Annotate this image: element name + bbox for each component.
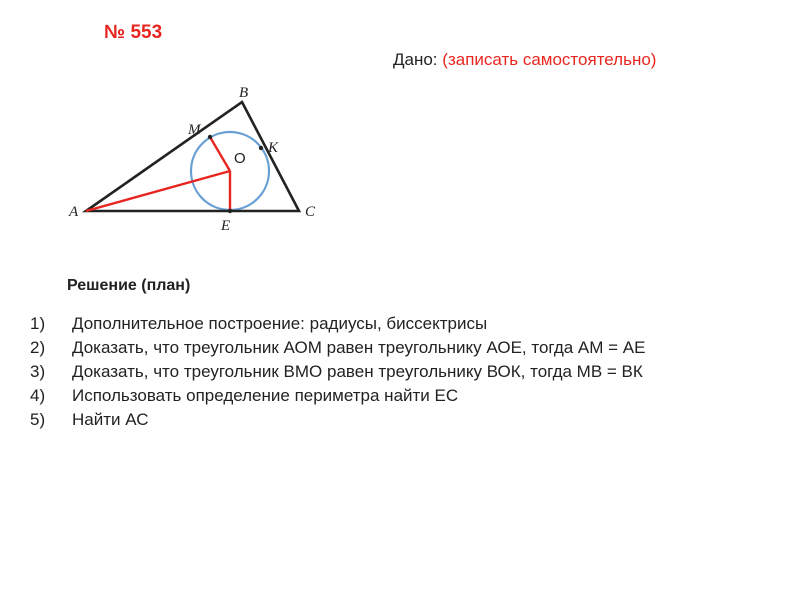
given-note: (записать самостоятельно) [442, 50, 657, 69]
label-a: A [69, 204, 79, 220]
plan-step-text: Использовать определение периметра найти ЕС [72, 386, 459, 405]
plan-step [30, 408, 645, 432]
bisector-ao [86, 171, 230, 211]
label-o: O [234, 150, 246, 167]
label-c: C [305, 204, 316, 220]
plan-step [30, 336, 645, 360]
plan-step [30, 384, 645, 408]
label-m: M [188, 122, 201, 138]
plan-step-number: 2) [30, 338, 46, 357]
plan-step-number: 1) [30, 314, 46, 333]
solution-title: Решение (план) [67, 277, 191, 294]
plan-step [30, 312, 645, 336]
plan-step-text: Доказать, что треугольник АОМ равен треугольнику АОЕ, тогда АМ = АЕ [72, 338, 646, 357]
plan-step-text: Дополнительное построение: радиусы, биссектрисы [72, 314, 488, 333]
label-b: B [239, 85, 249, 101]
plan-step-text: Доказать, что треугольник ВМО равен треугольнику ВОК, тогда МВ = ВК [72, 362, 643, 381]
plan-step [30, 360, 645, 384]
radius-om [210, 137, 230, 171]
solution-plan-list [30, 312, 645, 432]
point-k [259, 146, 263, 150]
point-m [208, 135, 212, 139]
given-label: Дано: [393, 50, 438, 69]
plan-step-number: 4) [30, 386, 46, 405]
plan-step-number: 5) [30, 410, 46, 429]
triangle-diagram [64, 72, 324, 258]
label-e: E [221, 218, 231, 234]
plan-step-text: Найти АС [72, 410, 149, 429]
given-section [393, 50, 656, 70]
point-e [228, 209, 232, 213]
plan-step-number: 3) [30, 362, 46, 381]
problem-number: № 553 [104, 22, 163, 43]
label-k: K [268, 140, 279, 156]
geometry-figure [64, 72, 324, 258]
